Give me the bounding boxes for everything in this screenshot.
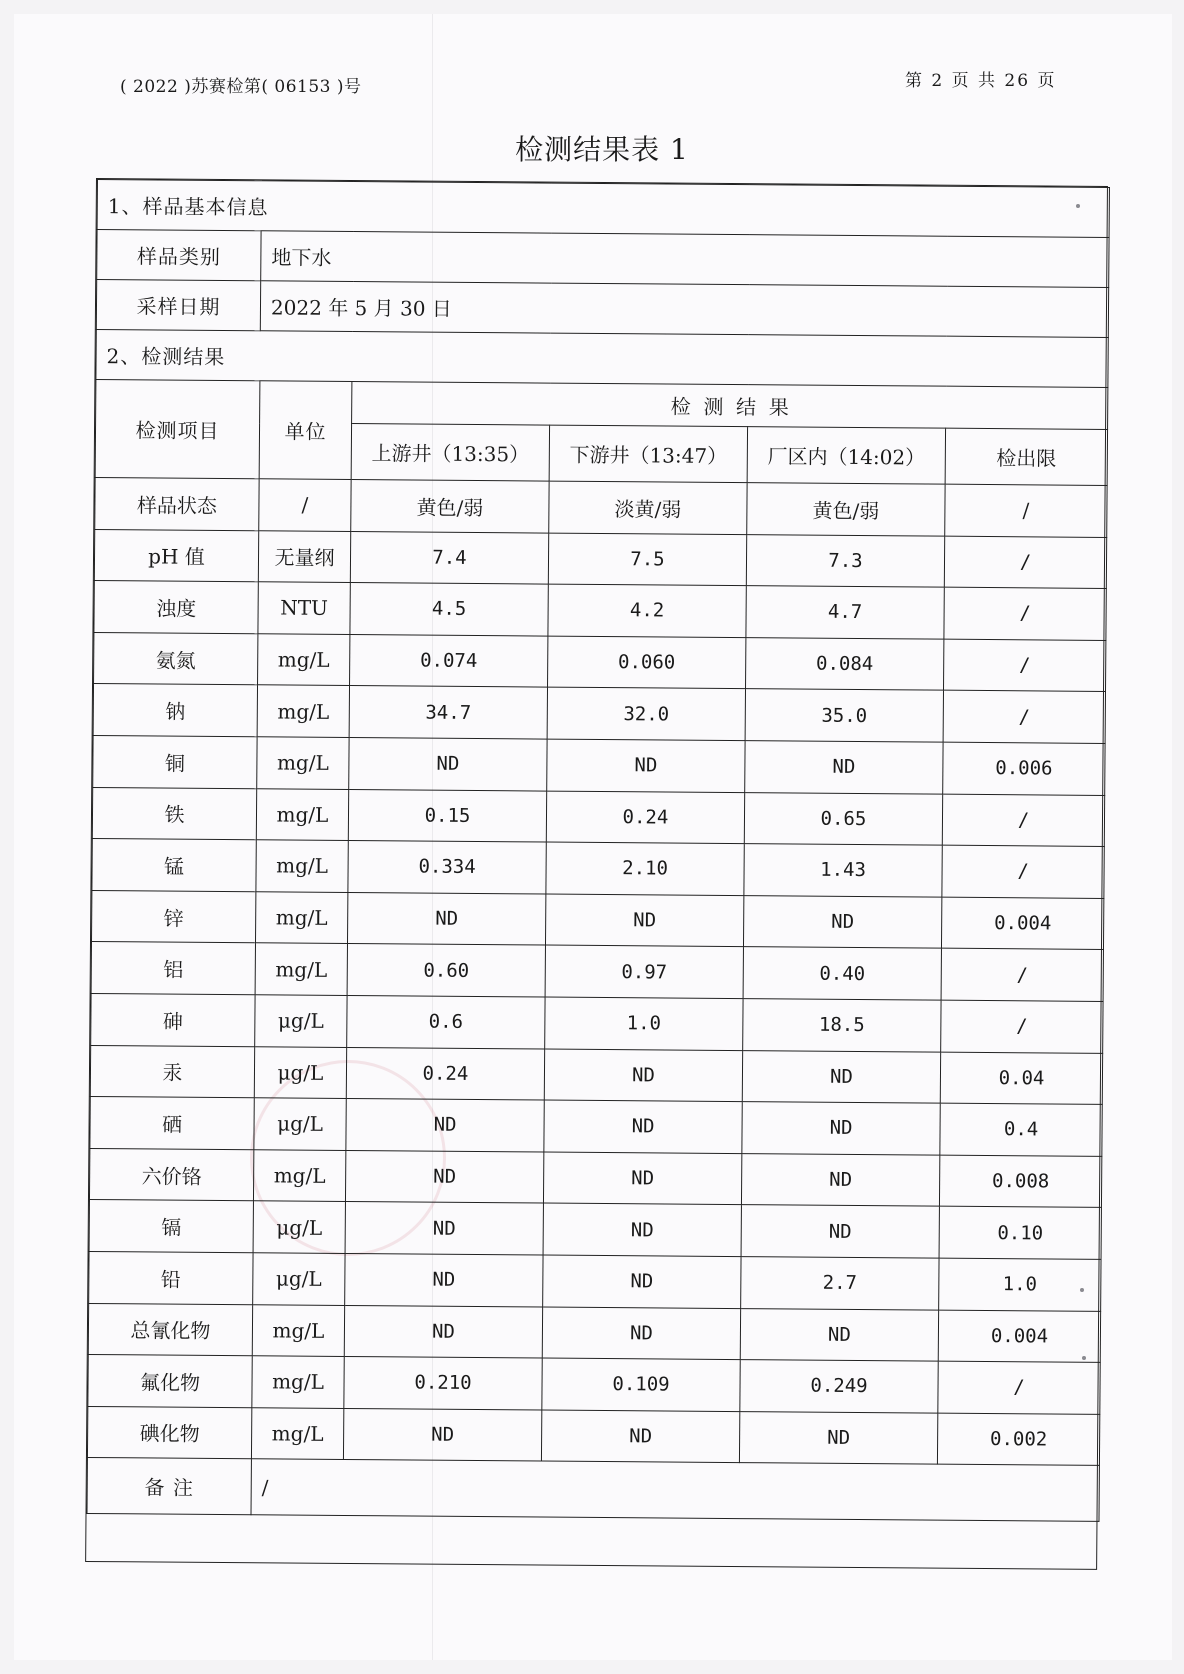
row-upstream-value: ND	[345, 1150, 543, 1203]
row-detection-limit: /	[944, 639, 1106, 692]
table-row	[88, 1355, 1100, 1415]
row-unit: mg/L	[255, 943, 347, 995]
row-detection-limit: 0.004	[941, 897, 1103, 950]
row-downstream-value: 0.24	[546, 791, 744, 844]
row-item: 锰	[92, 839, 256, 892]
table-row	[90, 1045, 1102, 1105]
row-downstream-value: ND	[543, 1152, 741, 1205]
row-detection-limit: /	[942, 845, 1104, 898]
table-row	[89, 1200, 1101, 1260]
table-row	[93, 735, 1105, 795]
row-upstream-value: 0.15	[348, 789, 546, 842]
table-row	[89, 1251, 1101, 1311]
table-row	[94, 529, 1106, 589]
row-downstream-value: ND	[542, 1307, 740, 1360]
row-downstream-value: 7.5	[548, 533, 746, 586]
row-unit: mg/L	[257, 737, 349, 789]
page-indicator: 第 2 页 共 26 页	[905, 71, 1057, 91]
row-unit: /	[259, 479, 351, 531]
row-detection-limit: /	[938, 1361, 1100, 1414]
row-unit: μg/L	[253, 1201, 345, 1253]
row-plant-value: 35.0	[745, 689, 943, 742]
sample-type-label: 样品类别	[97, 230, 261, 281]
row-downstream-value: ND	[544, 1049, 742, 1102]
row-upstream-value: 4.5	[350, 583, 548, 636]
row-item: 六价铬	[89, 1148, 253, 1201]
table-row	[87, 1406, 1099, 1466]
row-plant-value: 0.249	[740, 1360, 938, 1413]
document-title: 检测结果表 1	[515, 133, 689, 166]
row-downstream-value: ND	[547, 739, 745, 792]
row-plant-value: ND	[745, 741, 943, 794]
row-plant-value: ND	[742, 1050, 940, 1103]
row-item: pH 值	[94, 529, 258, 582]
row-upstream-value: ND	[345, 1253, 543, 1306]
row-downstream-value: 4.2	[548, 584, 746, 637]
column-header-upstream-well: 上游井（13:35）	[351, 424, 549, 482]
row-downstream-value: 1.0	[545, 997, 743, 1050]
row-plant-value: ND	[741, 1205, 939, 1258]
table-row	[94, 581, 1106, 641]
column-header-detection-limit: 检出限	[945, 428, 1108, 485]
row-upstream-value: ND	[347, 892, 545, 945]
row-detection-limit: /	[945, 484, 1107, 537]
table-row	[89, 1148, 1101, 1208]
document-number: ( 2022 )苏赛检第( 06153 )号	[120, 77, 362, 97]
row-plant-value: 黄色/弱	[747, 483, 945, 536]
row-downstream-value: 0.97	[545, 945, 743, 998]
column-header-downstream-well: 下游井（13:47）	[549, 425, 747, 483]
row-plant-value: ND	[743, 895, 941, 948]
row-item: 硒	[90, 1097, 254, 1150]
row-downstream-value: ND	[543, 1203, 741, 1256]
table-row	[95, 478, 1107, 538]
row-unit: mg/L	[255, 892, 347, 944]
row-plant-value: ND	[742, 1102, 940, 1155]
row-detection-limit: /	[944, 587, 1106, 640]
row-upstream-value: 0.074	[350, 634, 548, 687]
row-downstream-value: 淡黄/弱	[549, 481, 747, 534]
row-detection-limit: 0.10	[939, 1206, 1101, 1259]
section-results-heading: 2、检测结果	[96, 330, 1108, 388]
table-row	[92, 890, 1104, 950]
row-item: 总氰化物	[88, 1303, 252, 1356]
row-upstream-value: 0.60	[347, 944, 545, 997]
sample-type-value: 地下水	[261, 231, 1109, 288]
row-unit: NTU	[258, 582, 350, 634]
row-detection-limit: 1.0	[939, 1258, 1101, 1311]
row-unit: mg/L	[251, 1407, 343, 1459]
row-item: 锌	[92, 890, 256, 943]
row-downstream-value: ND	[544, 1100, 742, 1153]
row-detection-limit: 0.4	[940, 1103, 1102, 1156]
section-basic-info-heading: 1、样品基本信息	[97, 180, 1109, 238]
row-item: 铜	[93, 735, 257, 788]
row-item: 浊度	[94, 581, 258, 634]
row-item: 铅	[89, 1251, 253, 1304]
remarks-label: 备 注	[87, 1458, 251, 1515]
column-header-item: 检测项目	[95, 380, 260, 479]
table-row	[90, 1097, 1102, 1157]
remarks-value: /	[251, 1459, 1099, 1522]
row-item: 砷	[91, 993, 255, 1046]
row-unit: μg/L	[254, 1046, 346, 1098]
row-detection-limit: /	[941, 949, 1103, 1002]
row-downstream-value: ND	[545, 894, 743, 947]
row-downstream-value: 2.10	[546, 842, 744, 895]
row-plant-value: ND	[741, 1153, 939, 1206]
row-detection-limit: 0.002	[937, 1413, 1099, 1466]
row-unit: μg/L	[255, 995, 347, 1047]
row-plant-value: 0.084	[746, 637, 944, 690]
row-plant-value: 0.65	[744, 792, 942, 845]
row-upstream-value: ND	[344, 1305, 542, 1358]
column-header-plant-area: 厂区内（14:02）	[747, 427, 945, 485]
row-plant-value: 4.7	[746, 586, 944, 639]
row-detection-limit: 0.008	[939, 1155, 1101, 1208]
row-plant-value: 1.43	[744, 844, 942, 897]
row-detection-limit: /	[942, 794, 1104, 847]
table-row	[91, 993, 1103, 1053]
row-upstream-value: 0.210	[344, 1357, 542, 1410]
row-item: 铁	[92, 787, 256, 840]
row-upstream-value: 7.4	[350, 531, 548, 584]
row-item: 样品状态	[95, 478, 259, 531]
row-downstream-value: 0.060	[548, 636, 746, 689]
row-downstream-value: 32.0	[547, 687, 745, 740]
column-header-results: 检 测 结 果	[352, 382, 1108, 430]
row-unit: mg/L	[252, 1304, 344, 1356]
row-detection-limit: 0.006	[943, 742, 1105, 795]
row-unit: mg/L	[252, 1356, 344, 1408]
table-row	[91, 942, 1103, 1002]
table-row	[92, 787, 1104, 847]
table-row	[92, 839, 1104, 899]
row-unit: mg/L	[258, 634, 350, 686]
row-upstream-value: ND	[349, 737, 547, 790]
row-plant-value: 2.7	[741, 1257, 939, 1310]
row-plant-value: 18.5	[743, 999, 941, 1052]
results-table-frame	[85, 178, 1108, 1570]
sampling-date-value: 2022 年 5 月 30 日	[260, 281, 1108, 338]
row-unit: mg/L	[257, 685, 349, 737]
row-item: 镉	[89, 1200, 253, 1253]
sampling-date-label: 采样日期	[96, 280, 260, 331]
row-plant-value: 7.3	[746, 534, 944, 587]
row-item: 钠	[93, 684, 257, 737]
row-unit: mg/L	[256, 788, 348, 840]
row-upstream-value: ND	[346, 1099, 544, 1152]
row-detection-limit: 0.004	[938, 1310, 1100, 1363]
row-downstream-value: 0.109	[542, 1358, 740, 1411]
row-upstream-value: 黄色/弱	[351, 480, 549, 533]
row-unit: μg/L	[253, 1253, 345, 1305]
row-item: 氨氮	[94, 632, 258, 685]
table-row	[94, 632, 1106, 692]
row-unit: mg/L	[256, 840, 348, 892]
results-table	[87, 179, 1111, 1522]
row-downstream-value: ND	[541, 1410, 739, 1463]
row-downstream-value: ND	[543, 1255, 741, 1308]
row-upstream-value: 0.334	[348, 841, 546, 894]
row-item: 氟化物	[88, 1355, 252, 1408]
row-upstream-value: 0.24	[346, 1047, 544, 1100]
row-plant-value: ND	[739, 1411, 937, 1464]
row-plant-value: ND	[740, 1308, 938, 1361]
table-row	[88, 1303, 1100, 1363]
row-unit: mg/L	[253, 1149, 345, 1201]
row-plant-value: 0.40	[743, 947, 941, 1000]
row-item: 碘化物	[87, 1406, 251, 1459]
row-unit: μg/L	[254, 1098, 346, 1150]
row-item: 汞	[90, 1045, 254, 1098]
row-detection-limit: /	[943, 691, 1105, 744]
row-upstream-value: ND	[343, 1408, 541, 1461]
row-detection-limit: 0.04	[940, 1052, 1102, 1105]
row-detection-limit: /	[941, 1000, 1103, 1053]
row-item: 铝	[91, 942, 255, 995]
table-row	[93, 684, 1105, 744]
column-header-unit: 单位	[259, 381, 352, 480]
row-upstream-value: 0.6	[347, 995, 545, 1048]
row-unit: 无量纲	[258, 530, 350, 582]
row-detection-limit: /	[944, 536, 1106, 589]
row-upstream-value: ND	[345, 1202, 543, 1255]
row-upstream-value: 34.7	[349, 686, 547, 739]
